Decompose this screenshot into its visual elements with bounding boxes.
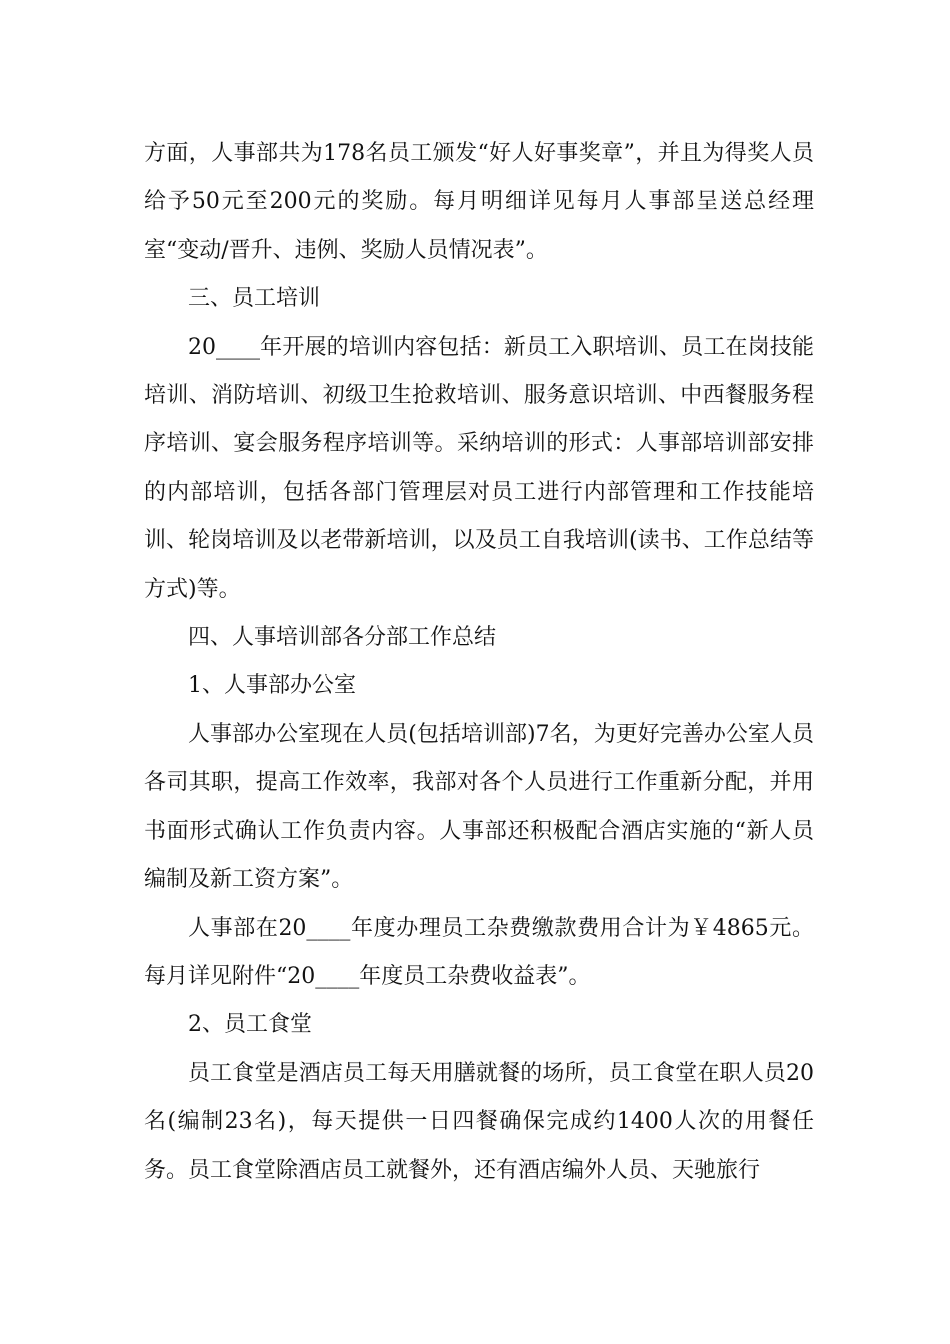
subsection-heading-staff-canteen: 2、员工食堂 <box>188 1012 312 1038</box>
section-heading-department-summary: 四、人事培训部各分部工作总结 <box>188 625 497 651</box>
paragraph-hr-office-staff: 人事部办公室现在人员(包括培训部)7名，为更好完善办公室人员各司其职，提高工作效率，我部对各个人员进行工作重新分配，并用书面形式确认工作负责内容。人事部还积极配合酒店实施的“新人员编制及新工资方案”。 <box>144 721 814 893</box>
document-body <box>144 130 814 1195</box>
subsection-heading-hr-office: 1、人事部办公室 <box>188 673 356 699</box>
section-heading-staff-training: 三、员工培训 <box>188 286 321 312</box>
paragraph-staff-canteen: 员工食堂是酒店员工每天用膳就餐的场所，员工食堂在职人员20名(编制23名)，每天提供一日四餐确保完成约1400人次的用餐任务。员工食堂除酒店员工就餐外，还有酒店编外人员、天驰旅行 <box>144 1060 814 1183</box>
paragraph-awards-continuation: 方面，人事部共为178名员工颁发“好人好事奖章”，并且为得奖人员给予50元至200元的奖励。每月明细详见每月人事部呈送总经理室“变动/晋升、违例、奖励人员情况表”。 <box>144 141 814 263</box>
paragraph-hr-fees: 人事部在20____年度办理员工杂费缴款费用合计为￥4865元。每月详见附件“20____年度员工杂费收益表”。 <box>144 915 814 989</box>
paragraph-training-content: 20____年开展的培训内容包括：新员工入职培训、员工在岗技能培训、消防培训、初级卫生抢救培训、服务意识培训、中西餐服务程序培训、宴会服务程序培训等。采纳培训的形式：人事部培训部安排的内部培训，包括各部门管理层对员工进行内部管理和工作技能培训、轮岗培训及以老带新培训，以及员工自我培训(读书、工作总结等方式)等。 <box>144 334 814 602</box>
